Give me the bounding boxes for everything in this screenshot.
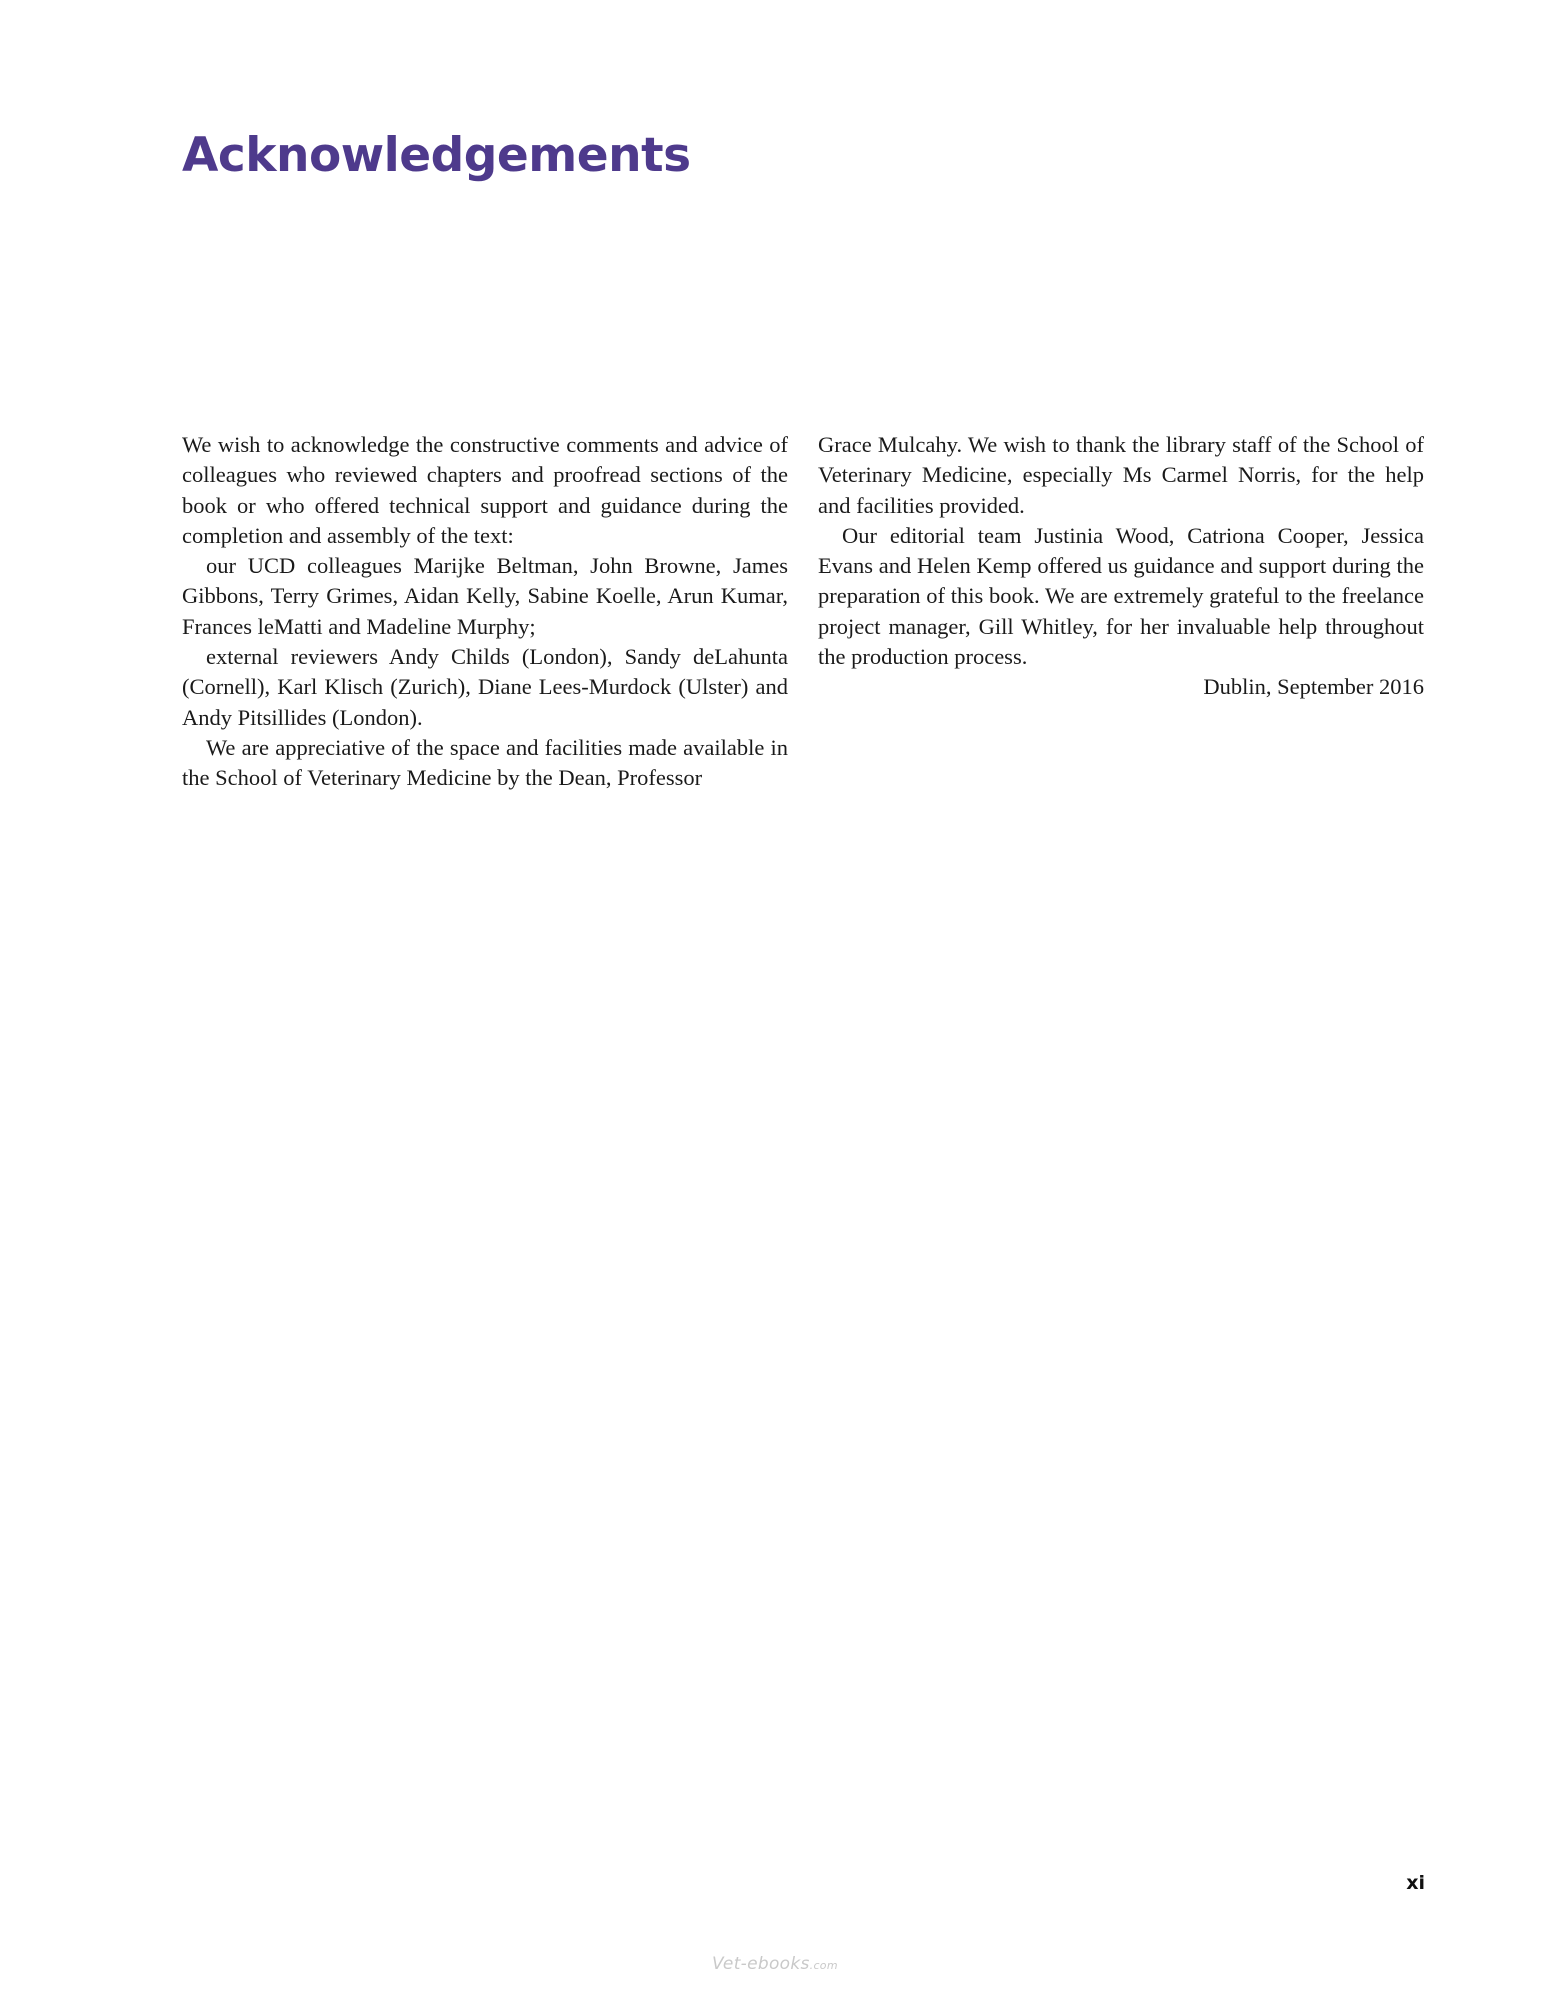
page-number: xi xyxy=(1406,1872,1425,1894)
watermark-text: Vet-ebooks xyxy=(712,1954,810,1974)
paragraph: Our editorial team Justinia Wood, Catriona Cooper, Jessica Evans and Helen Kemp offered us guidance and support during the preparation of this book. We are extremely grateful to the freelance project manager, Gill Whitley, for her invaluable help throughout the production process. xyxy=(818,522,1424,670)
signoff: Dublin, September 2016 xyxy=(1203,674,1424,700)
page-title: Acknowledgements xyxy=(182,128,691,183)
text-column-right xyxy=(818,430,1424,703)
text-column-left xyxy=(182,430,788,794)
watermark-suffix: .com xyxy=(809,1959,838,1972)
paragraph: our UCD colleagues Marijke Beltman, John Browne, James Gibbons, Terry Grimes, Aidan Kelly, Sabine Koelle, Arun Kumar, Frances leMatti and Madeline Murphy; xyxy=(182,553,788,639)
paragraph: Grace Mulcahy. We wish to thank the library staff of the School of Veterinary Medicine, especially Ms Carmel Norris, for the help and facilities provided. xyxy=(818,432,1424,518)
watermark xyxy=(712,1954,838,1974)
paragraph: We wish to acknowledge the constructive comments and advice of colleagues who reviewed chapters and proofread sections of the book or who offered technical support and guidance during the completion and assembly of the text: xyxy=(182,432,788,548)
paragraph: We are appreciative of the space and facilities made available in the School of Veterinary Medicine by the Dean, Professor xyxy=(182,734,788,791)
paragraph: external reviewers Andy Childs (London), Sandy deLahunta (Cornell), Karl Klisch (Zurich), Diane Lees-Murdock (Ulster) and Andy Pitsillides (London). xyxy=(182,644,788,730)
